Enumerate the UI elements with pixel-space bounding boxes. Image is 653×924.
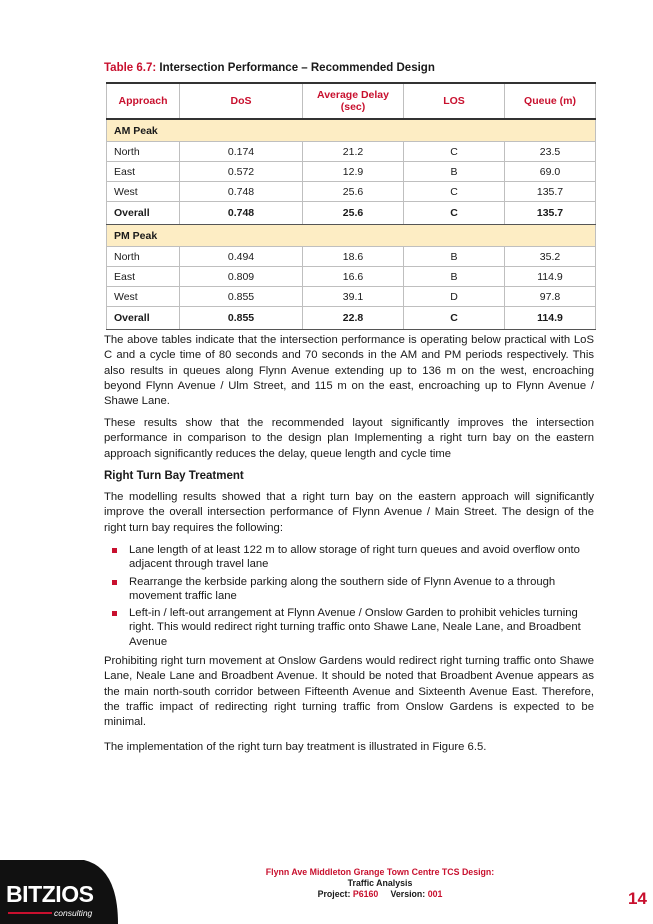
header-average-delay bbox=[303, 83, 404, 119]
cell-dos: 0.494 bbox=[180, 247, 303, 267]
footer-project-value: P6160 bbox=[352, 889, 379, 899]
intersection-performance-table bbox=[106, 82, 596, 330]
cell-dos: 0.572 bbox=[180, 162, 303, 182]
paragraph-results: These results show that the recommended layout significantly improves the intersection performance in comparison to the design plan Implementing a right turn bay on the eastern approach significantly reduces the delay, queue length and cycle time bbox=[104, 417, 594, 460]
bitzios-logo bbox=[0, 860, 118, 924]
table-caption bbox=[104, 62, 435, 74]
cell-dos: 0.855 bbox=[180, 307, 303, 330]
logo-tagline: consulting bbox=[54, 908, 93, 918]
list-item bbox=[104, 575, 594, 604]
table-row bbox=[107, 162, 596, 182]
footer-project-line bbox=[160, 889, 600, 900]
header-queue: Queue (m) bbox=[505, 83, 596, 119]
pm-peak-label: PM Peak bbox=[107, 225, 596, 247]
table-row bbox=[107, 267, 596, 287]
cell-delay: 22.8 bbox=[303, 307, 404, 330]
pm-overall-row bbox=[107, 307, 596, 330]
list-item-text: Rearrange the kerbside parking along the southern side of Flynn Avenue to a through movement traffic lane bbox=[129, 575, 556, 602]
list-item-text: Lane length of at least 122 m to allow storage of right turn queues and avoid overflow onto adjacent through travel lane bbox=[129, 544, 580, 571]
list-item bbox=[104, 606, 594, 649]
paragraph-table-summary: The above tables indicate that the intersection performance is operating below practical with LoS C and a cycle time of 80 seconds and 70 seconds in the AM and PM periods respectively. This also results in queues along Flynn Avenue extending up to 136 m on the west, encroaching beyond Flynn Avenue / Ulm Street, and 115 m on the east, encroaching up to Flynn Avenue / Shawe Lane. bbox=[104, 334, 594, 408]
header-delay-line2: (sec) bbox=[340, 101, 366, 113]
bullet-square-icon bbox=[112, 580, 117, 585]
bullet-square-icon bbox=[112, 611, 117, 616]
cell-los: C bbox=[404, 142, 505, 162]
cell-los: B bbox=[404, 267, 505, 287]
am-peak-label: AM Peak bbox=[107, 119, 596, 142]
cell-queue: 135.7 bbox=[505, 202, 596, 225]
header-dos: DoS bbox=[180, 83, 303, 119]
cell-queue: 69.0 bbox=[505, 162, 596, 182]
cell-dos: 0.748 bbox=[180, 202, 303, 225]
paragraph-prohibiting: Prohibiting right turn movement at Onslow Gardens would redirect right turning traffic onto Shawe Lane, Neale Lane and Broadbent Avenue. It should be noted that Broadbent Avenue appears as the main north-south corridor between Fifteenth Avenue and Sixteenth Avenue East. Therefore, the traffic impact of redirecting right turning traffic from Onslow Gardens is expected to be minimal. bbox=[104, 655, 594, 729]
cell-delay: 12.9 bbox=[303, 162, 404, 182]
cell-delay: 25.6 bbox=[303, 202, 404, 225]
page-number: 14 bbox=[628, 889, 647, 908]
cell-dos: 0.748 bbox=[180, 182, 303, 202]
footer-title: Flynn Ave Middleton Grange Town Centre TCS Design: bbox=[265, 867, 495, 877]
header-delay-line1: Average Delay bbox=[317, 89, 389, 101]
cell-approach: West bbox=[107, 287, 180, 307]
bullet-square-icon bbox=[112, 548, 117, 553]
cell-queue: 97.8 bbox=[505, 287, 596, 307]
table-header-row bbox=[107, 83, 596, 119]
list-item-text: Left-in / left-out arrangement at Flynn Avenue / Onslow Garden to prohibit vehicles turning right. This would redirect right turning traffic onto Shawe Lane, Neale Lane, and Broadbent Avenue bbox=[129, 607, 581, 648]
header-approach: Approach bbox=[107, 83, 180, 119]
table-row bbox=[107, 142, 596, 162]
cell-approach: Overall bbox=[107, 307, 180, 330]
cell-queue: 35.2 bbox=[505, 247, 596, 267]
cell-delay: 21.2 bbox=[303, 142, 404, 162]
header-los: LOS bbox=[404, 83, 505, 119]
footer-version-label: Version: bbox=[390, 889, 426, 899]
cell-approach: West bbox=[107, 182, 180, 202]
cell-queue: 135.7 bbox=[505, 182, 596, 202]
section-heading: Right Turn Bay Treatment bbox=[104, 470, 244, 482]
footer-subtitle: Traffic Analysis bbox=[347, 878, 413, 888]
cell-los: C bbox=[404, 202, 505, 225]
table-row bbox=[107, 287, 596, 307]
cell-los: C bbox=[404, 182, 505, 202]
cell-delay: 39.1 bbox=[303, 287, 404, 307]
cell-delay: 25.6 bbox=[303, 182, 404, 202]
cell-los: C bbox=[404, 307, 505, 330]
table-row bbox=[107, 182, 596, 202]
cell-los: D bbox=[404, 287, 505, 307]
table-row bbox=[107, 247, 596, 267]
cell-queue: 114.9 bbox=[505, 307, 596, 330]
cell-dos: 0.809 bbox=[180, 267, 303, 287]
cell-los: B bbox=[404, 247, 505, 267]
list-item bbox=[104, 543, 594, 572]
am-peak-row bbox=[107, 119, 596, 142]
cell-dos: 0.855 bbox=[180, 287, 303, 307]
cell-delay: 16.6 bbox=[303, 267, 404, 287]
am-overall-row bbox=[107, 202, 596, 225]
footer-project-label: Project: bbox=[317, 889, 351, 899]
cell-approach: East bbox=[107, 267, 180, 287]
cell-delay: 18.6 bbox=[303, 247, 404, 267]
pm-peak-row bbox=[107, 225, 596, 247]
cell-queue: 23.5 bbox=[505, 142, 596, 162]
footer-version-value: 001 bbox=[427, 889, 443, 899]
cell-los: B bbox=[404, 162, 505, 182]
table-caption-text: Intersection Performance – Recommended Design bbox=[156, 62, 435, 74]
requirements-list bbox=[104, 543, 594, 652]
table-caption-number: Table 6.7: bbox=[104, 62, 157, 74]
paragraph-implementation: The implementation of the right turn bay treatment is illustrated in Figure 6.5. bbox=[104, 741, 487, 753]
cell-approach: Overall bbox=[107, 202, 180, 225]
cell-queue: 114.9 bbox=[505, 267, 596, 287]
cell-approach: East bbox=[107, 162, 180, 182]
page-footer bbox=[160, 867, 600, 900]
cell-approach: North bbox=[107, 142, 180, 162]
cell-dos: 0.174 bbox=[180, 142, 303, 162]
logo-wordmark: BITZIOS bbox=[6, 881, 94, 907]
cell-approach: North bbox=[107, 247, 180, 267]
paragraph-modelling: The modelling results showed that a right turn bay on the eastern approach will significantly improve the overall intersection performance of Flynn Avenue / Main Street. The design of the right turn bay requires the following: bbox=[104, 491, 594, 534]
